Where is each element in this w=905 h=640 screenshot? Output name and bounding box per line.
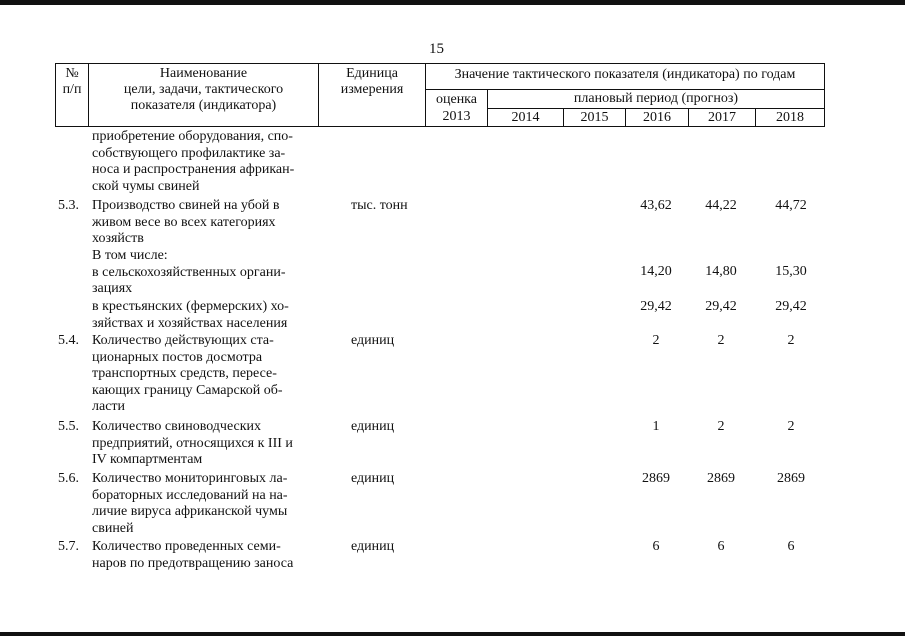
- row-number: 5.6.: [58, 471, 79, 486]
- value-2018: 6: [787, 539, 795, 554]
- header-planned: плановый период (прогноз): [573, 91, 739, 106]
- row-name: Количество мониторинговых ла- бораторных исследований на на- личие вируса африканской чумы свиней: [92, 471, 288, 536]
- header-year: 2015: [580, 110, 609, 125]
- header-year: 2018: [776, 110, 804, 125]
- header-num: № п/п: [62, 66, 82, 97]
- row-number: 5.7.: [58, 539, 79, 554]
- row-unit: единиц: [351, 539, 395, 554]
- value-2017: 2: [717, 333, 725, 348]
- col-divider: [824, 63, 825, 127]
- value-2018: 44,72: [775, 198, 807, 213]
- row-unit: единиц: [351, 471, 395, 486]
- header-bottom-line: [55, 126, 825, 127]
- row-name: Количество свиноводческих предприятий, относящихся к III и IV компартментам: [92, 419, 293, 467]
- value-2017: 29,42: [705, 299, 737, 314]
- row-name: Количество действующих ста- ционарных постов досмотра транспортных средств, пересе- кающих границу Самарской об- ласти: [92, 333, 283, 414]
- value-2017: 6: [717, 539, 725, 554]
- row-unit: тыс. тонн: [351, 198, 408, 213]
- value-2016: 43,62: [640, 198, 672, 213]
- value-2018: 2869: [777, 471, 805, 486]
- page-number: 15: [429, 41, 444, 57]
- value-2018: 15,30: [775, 264, 807, 279]
- header-year: 2017: [708, 110, 736, 125]
- value-2017: 44,22: [705, 198, 737, 213]
- header-year: 2014: [511, 110, 540, 125]
- value-2018: 2: [787, 419, 795, 434]
- value-2016: 29,42: [640, 299, 672, 314]
- value-2016: 14,20: [640, 264, 672, 279]
- row-name: в крестьянских (фермерских) хо- зяйствах и хозяйствах населения: [92, 299, 289, 331]
- header-estimate: оценка: [435, 92, 477, 107]
- header-year: 2013: [442, 109, 471, 124]
- header-value-title: Значение тактического показателя (индикатора) по годам: [454, 67, 796, 82]
- row-unit: единиц: [351, 419, 395, 434]
- header-year: 2016: [643, 110, 671, 125]
- value-2016: 2: [652, 333, 660, 348]
- row-name: Производство свиней на убой в живом весе во всех категориях хозяйств: [92, 198, 280, 246]
- value-2018: 2: [787, 333, 795, 348]
- value-2018: 29,42: [775, 299, 807, 314]
- header-top-line: [55, 63, 825, 64]
- row-name: В том числе: в сельскохозяйственных органи- зациях: [92, 248, 286, 296]
- row-name: приобретение оборудования, спо- собствующего профилактике за- носа и распространения африкан- ской чумы свиней: [92, 129, 295, 194]
- value-2017: 2869: [707, 471, 735, 486]
- value-2016: 1: [652, 419, 660, 434]
- header-years-line: [487, 108, 825, 109]
- value-2017: 2: [717, 419, 725, 434]
- row-unit: единиц: [351, 333, 395, 348]
- header-mid-line: [425, 89, 825, 90]
- row-number: 5.4.: [58, 333, 79, 348]
- row-number: 5.3.: [58, 198, 79, 213]
- header-name: Наименование цели, задачи, тактического показателя (индикатора): [123, 66, 284, 113]
- value-2016: 6: [652, 539, 660, 554]
- top-border: [0, 0, 905, 5]
- row-name: Количество проведенных семи- наров по предотвращению заноса: [92, 539, 294, 571]
- value-2017: 14,80: [705, 264, 737, 279]
- value-2016: 2869: [642, 471, 670, 486]
- bottom-border: [0, 632, 905, 636]
- row-number: 5.5.: [58, 419, 79, 434]
- header-unit: Единица измерения: [340, 66, 404, 97]
